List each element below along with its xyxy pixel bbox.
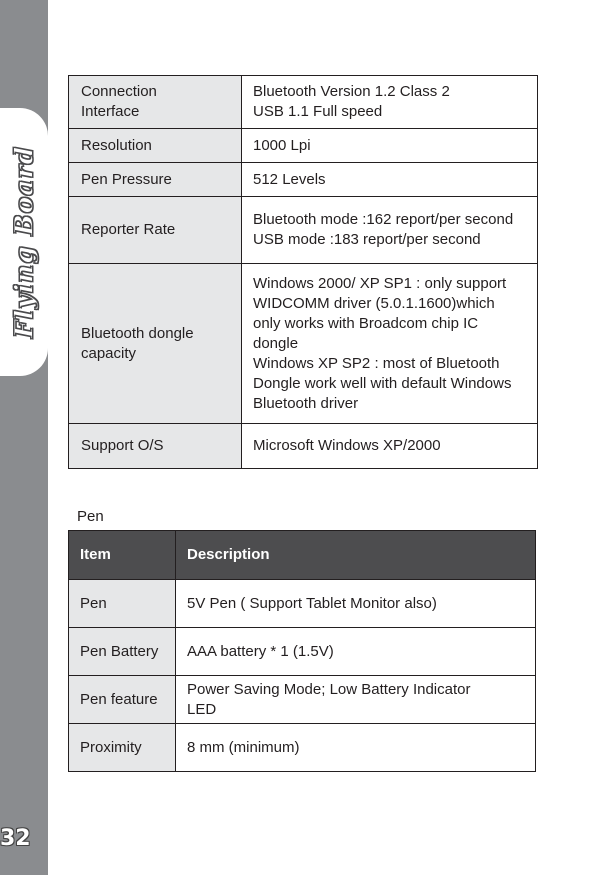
description-line: Power Saving Mode; Low Battery Indicator (187, 680, 471, 698)
description-cell (176, 628, 536, 676)
column-header-description: Description (176, 531, 536, 580)
description-line: LED (187, 700, 217, 718)
table-row (69, 163, 538, 197)
label-line: Interface (81, 103, 140, 120)
table-row (69, 628, 536, 676)
row-label (69, 264, 242, 424)
value-line: Dongle work well with default Windows (253, 374, 512, 392)
value-line: USB 1.1 Full speed (253, 103, 383, 120)
sidebar (0, 0, 48, 875)
description-line: 5V Pen ( Support Tablet Monitor also) (187, 594, 437, 612)
row-label (69, 424, 242, 469)
row-value (242, 264, 538, 424)
table-row (69, 264, 538, 424)
description-line: AAA battery * 1 (1.5V) (187, 642, 334, 660)
row-label (69, 197, 242, 264)
value-line: Windows 2000/ XP SP1 : only support (253, 274, 507, 292)
value-line: Windows XP SP2 : most of Bluetooth (253, 354, 500, 372)
row-label (69, 129, 242, 163)
row-label (69, 76, 242, 129)
item-cell (69, 580, 176, 628)
description-cell (176, 676, 536, 724)
value-line: Bluetooth mode :162 report/per second (253, 211, 514, 228)
item-cell (69, 676, 176, 724)
table-row (69, 724, 536, 772)
table-row (69, 197, 538, 264)
item-line: Pen Battery (80, 642, 159, 660)
row-label (69, 163, 242, 197)
pen-table (68, 530, 536, 772)
row-value (242, 197, 538, 264)
page-number: 32 (0, 826, 31, 851)
label-line: capacity (81, 344, 137, 362)
row-value (242, 129, 538, 163)
item-cell (69, 628, 176, 676)
item-line: Pen feature (80, 690, 158, 708)
label-line: Bluetooth dongle (81, 324, 194, 342)
label-line: Reporter Rate (81, 221, 176, 238)
row-value (242, 163, 538, 197)
item-line: Pen (80, 594, 107, 612)
table-header-row (69, 531, 536, 580)
table-row (69, 76, 538, 129)
item-cell (69, 724, 176, 772)
row-value (242, 424, 538, 469)
value-line: 512 Levels (253, 170, 326, 188)
label-line: Connection (81, 83, 157, 100)
value-line: Bluetooth driver (253, 394, 359, 412)
table-row (69, 580, 536, 628)
table-row (69, 424, 538, 469)
item-line: Proximity (80, 738, 142, 756)
value-line: Microsoft Windows XP/2000 (253, 437, 441, 454)
table-row (69, 676, 536, 724)
row-value (242, 76, 538, 129)
value-line: only works with Broadcom chip IC (253, 314, 479, 332)
label-line: Pen Pressure (81, 170, 172, 188)
value-line: 1000 Lpi (253, 136, 311, 154)
description-cell (176, 724, 536, 772)
table-row (69, 129, 538, 163)
value-line: dongle (253, 334, 299, 352)
label-line: Support O/S (81, 437, 164, 454)
column-header-item: Item (69, 531, 176, 580)
description-line: 8 mm (minimum) (187, 738, 300, 756)
brand-title: Flying Board (9, 145, 39, 339)
value-line: Bluetooth Version 1.2 Class 2 (253, 83, 450, 100)
label-line: Resolution (81, 136, 152, 154)
value-line: WIDCOMM driver (5.0.1.1600)which (253, 294, 495, 312)
spec-table (68, 75, 538, 469)
pen-section-heading: Pen (77, 508, 104, 525)
description-cell (176, 580, 536, 628)
value-line: USB mode :183 report/per second (253, 231, 481, 248)
